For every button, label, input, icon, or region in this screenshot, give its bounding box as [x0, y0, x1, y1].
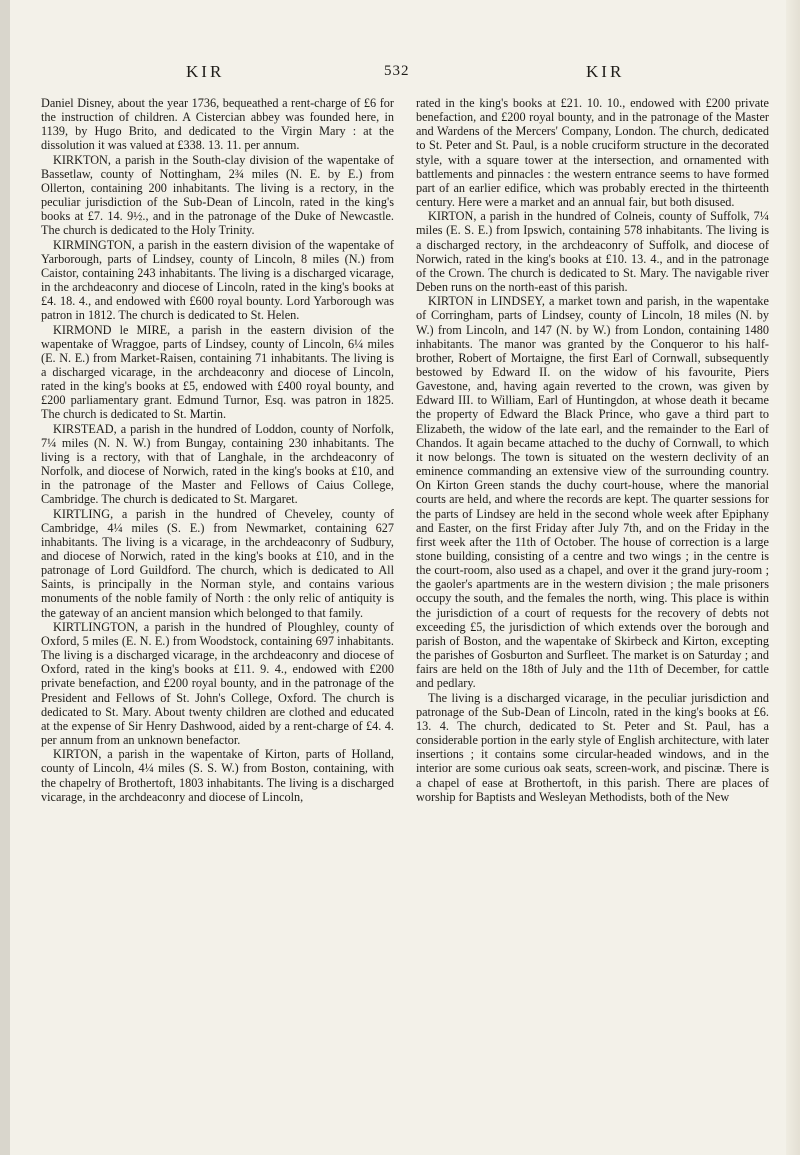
entry-kirton-suffolk: KIRTON, a parish in the hundred of Colneis, county of Suffolk, 7¼ miles (E. S. E.) from Ipswich, containing 578 inhabitants. The living is a discharged rectory, in the archdeaconry of Suffolk, and diocese of Norwich, rated in the king's books at £10. 13. 4., and in the patronage of the Crown. The church is dedicated to St. Mary. The navigable river Deben runs on the north-east of this parish.: [416, 209, 769, 295]
right-column: [416, 96, 769, 804]
paragraph: The living is a discharged vicarage, in the peculiar jurisdiction and patronage of the Sub-Dean of Lincoln, rated in the king's books at £6. 13. 4. The church, dedicated to St. Peter and St. Paul, has a considerable portion in the early style of English architecture, with later insertions ; it contains some circular-headed windows, and in the interior are some curious oak seats, screen-work, and piscinæ. There is a chapel of ease at Brothertoft, in this parish. There are places of worship for Baptists and Wesleyan Methodists, both of the New: [416, 690, 769, 804]
entry-kirstead: KIRSTEAD, a parish in the hundred of Loddon, county of Norfolk, 7¼ miles (N. N. W.) from Bungay, containing 230 inhabitants. The living is a rectory, with that of Langhale, in the archdeaconry of Norfolk, and diocese of Norwich, rated in the king's books at £10, and in the patronage of the Master and Fellows of Caius College, Cambridge. The church is dedicated to St. Margaret.: [41, 421, 394, 507]
page-number: 532: [384, 63, 410, 79]
page-edge-right: [786, 0, 800, 1155]
paragraph: rated in the king's books at £21. 10. 10., endowed with £200 private benefaction, and £200 royal bounty, and in the patronage of the Master and Wardens of the Mercers' Company, London. The church, dedicated to St. Peter and St. Paul, is a noble cruciform structure in the decorated style, with a square tower at the intersection, and ornamented with battlements and pinnacles : the western entrance seems to have formed part of an earlier edifice, which was probably erected in the thirteenth century. Here were a market and an annual fair, but both disused.: [416, 96, 769, 210]
paragraph: Daniel Disney, about the year 1736, bequeathed a rent-charge of £6 for the instruction of children. A Cistercian abbey was founded here, in 1139, by Hugo Brito, and dedicated to the Virgin Mary : at the dissolution it was valued at £338. 13. 11. per annum.: [41, 96, 394, 153]
entry-kirtlington: KIRTLINGTON, a parish in the hundred of Ploughley, county of Oxford, 5 miles (E. N. E.) from Woodstock, containing 697 inhabitants. The living is a discharged vicarage, in the archdeaconry and diocese of Oxford, rated in the king's books at £11. 9. 4., endowed with £200 private benefaction, and £200 royal bounty, and in the patronage of the President and Fellows of St. John's College, Oxford. The church is dedicated to St. Mary. About twenty children are clothed and educated at the expense of Sir Henry Dashwood, aided by a rent-charge of £4. 4. per annum from an unknown benefactor.: [41, 619, 394, 748]
entry-kirkton: KIRKTON, a parish in the South-clay division of the wapentake of Bassetlaw, county of Nottingham, 2¾ miles (N. E. by E.) from Ollerton, containing 200 inhabitants. The living is a rectory, in the peculiar jurisdiction of the Sub-Dean of Lincoln, rated in the king's books at £7. 14. 9½., and in the patronage of the Duke of Newcastle. The church is dedicated to the Holy Trinity.: [41, 152, 394, 238]
running-header: [0, 62, 800, 86]
entry-kirtling: KIRTLING, a parish in the hundred of Cheveley, county of Cambridge, 4¼ miles (S. E.) from Newmarket, containing 627 inhabitants. The living is a vicarage, in the archdeaconry of Sudbury, and diocese of Norwich, rated in the king's books at £10, and in the patronage of Lord Guildford. The church, which is dedicated to All Saints, is principally in the Norman style, and contains various monuments of the noble family of North : the only relic of antiquity is the gateway of an ancient mansion which belonged to that family.: [41, 506, 394, 620]
left-column: [41, 96, 394, 804]
entry-kirton-in-lindsey: KIRTON in LINDSEY, a market town and parish, in the wapentake of Corringham, parts of Lindsey, county of Lincoln, 18 miles (N. by W.) from Lincoln, and 147 (N. by W.) from London, containing 1480 inhabitants. The manor was granted by the Conqueror to his half-brother, Robert of Mortaigne, the first Earl of Cornwall, subsequently bestowed by Edward II. on the widow of his favourite, Piers Gavestone, and, having again reverted to the crown, was given by Edward III. to William, Earl of Huntingdon, at whose death it became the property of Edward the Black Prince, who gave a third part to Elizabeth, the widow of the late earl, and the remainder to the Earl of Chandos. It again became attached to the duchy of Cornwall, to which it now belongs. The town is situated on the western declivity of an eminence commanding an extensive view of the surrounding country. On Kirton Green stands the duchy court-house, where the manorial courts are held, and where the records are kept. The quarter sessions for the parts of Lindsey are held in the second whole week after Epiphany and Easter, on the first Friday after July 7th, and on the Friday in the first week after the 11th of October. The house of correction is a large stone building, consisting of a centre and two wings ; in the centre is the court-room, also used as a chapel, and over it the grand jury-room ; the gaoler's apartments are in the western division ; the male prisoners occupy the south, and the females the north, wing. This place is within the jurisdiction of a court of requests for the recovery of debts not exceeding £5, the jurisdiction of which extends over the borough and parish of Boston, and the wapentake of Skirbeck and Kirton, excepting the parishes of Gosburton and Surfleet. The market is on Saturday ; and fairs are held on the 18th of July and the 11th of December, for cattle and pedlary.: [416, 294, 769, 691]
page-edge-left: [0, 0, 10, 1155]
entry-kirmington: KIRMINGTON, a parish in the eastern division of the wapentake of Yarborough, parts of Lindsey, county of Lincoln, 8 miles (N.) from Caistor, containing 243 inhabitants. The living is a discharged vicarage, in the archdeaconry and diocese of Lincoln, rated in the king's books at £4. 18. 4., and endowed with £600 royal bounty. Lord Yarborough was patron in 1812. The church is dedicated to St. Helen.: [41, 237, 394, 323]
entry-kirton-holland: KIRTON, a parish in the wapentake of Kirton, parts of Holland, county of Lincoln, 4¼ miles (S. S. W.) from Boston, containing, with the chapelry of Brothertoft, 1803 inhabitants. The living is a discharged vicarage, in the archdeaconry and diocese of Lincoln,: [41, 747, 394, 804]
header-right-catchword: KIR: [586, 62, 625, 81]
header-left-catchword: KIR: [186, 62, 225, 81]
entry-kirmond-le-mire: KIRMOND le MIRE, a parish in the eastern division of the wapentake of Wraggoe, parts of Lindsey, county of Lincoln, 6¼ miles (E. N. E.) from Market-Raisen, containing 71 inhabitants. The living is a discharged vicarage, in the archdeaconry and diocese of Lincoln, rated in the king's books at £5, endowed with £400 royal bounty, and £200 parliamentary grant. Edmund Turnor, Esq. was patron in 1825. The church is dedicated to St. Martin.: [41, 322, 394, 422]
